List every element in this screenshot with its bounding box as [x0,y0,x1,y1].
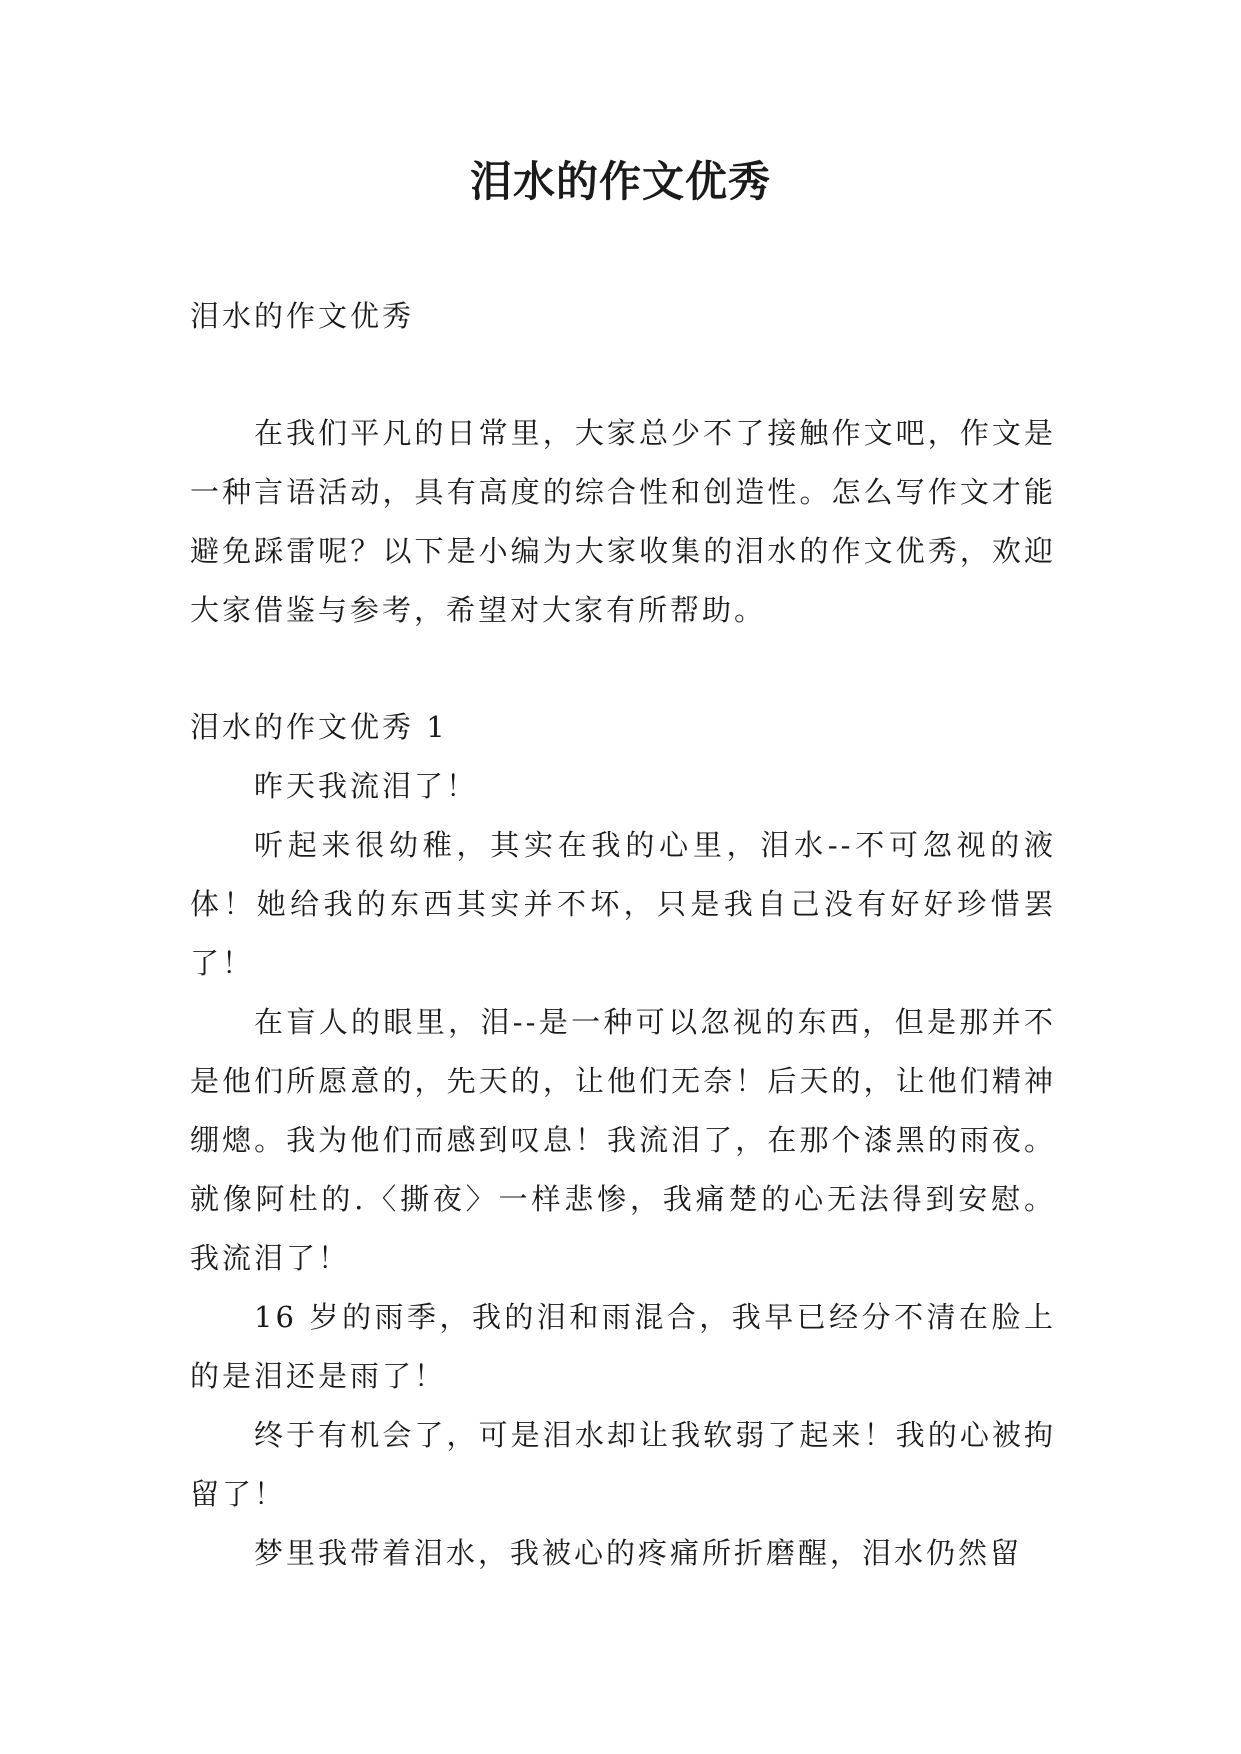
body-paragraph: 16 岁的雨季，我的泪和雨混合，我早已经分不清在脸上的是泪还是雨了！ [190,1300,1056,1393]
document-title: 泪水的作文优秀 [469,157,771,206]
body-paragraph: 在盲人的眼里，泪--是一种可以忽视的东西，但是那并不是他们所愿意的，先天的，让他们无奈！后天的，让他们精神绷熜。我为他们而感到叹息！我流泪了，在那个漆黑的雨夜。就像阿杜的.〈撕夜〉一样悲惨，我痛楚的心无法得到安慰。我流泪了！ [190,1005,1056,1275]
body-paragraph: 梦里我带着泪水，我被心的疼痛所折磨醒，泪水仍然留 [254,1536,1023,1570]
document-body [190,287,1056,1583]
body-paragraph: 昨天我流泪了！ [254,769,479,803]
section-heading: 泪水的作文优秀 1 [190,710,448,744]
body-paragraph: 终于有机会了，可是泪水却让我软弱了起来！我的心被拘留了！ [190,1418,1056,1511]
body-paragraph: 听起来很幼稚，其实在我的心里，泪水--不可忽视的液体！她给我的东西其实并不坏，只是我自己没有好好珍惜罢了！ [190,828,1056,980]
document-subtitle: 泪水的作文优秀 [190,299,415,333]
intro-paragraph: 在我们平凡的日常里，大家总少不了接触作文吧，作文是一种言语活动，具有高度的综合性和创造性。怎么写作文才能避免踩雷呢？以下是小编为大家收集的泪水的作文优秀，欢迎大家借鉴与参考，希望对大家有所帮助。 [190,416,1056,627]
